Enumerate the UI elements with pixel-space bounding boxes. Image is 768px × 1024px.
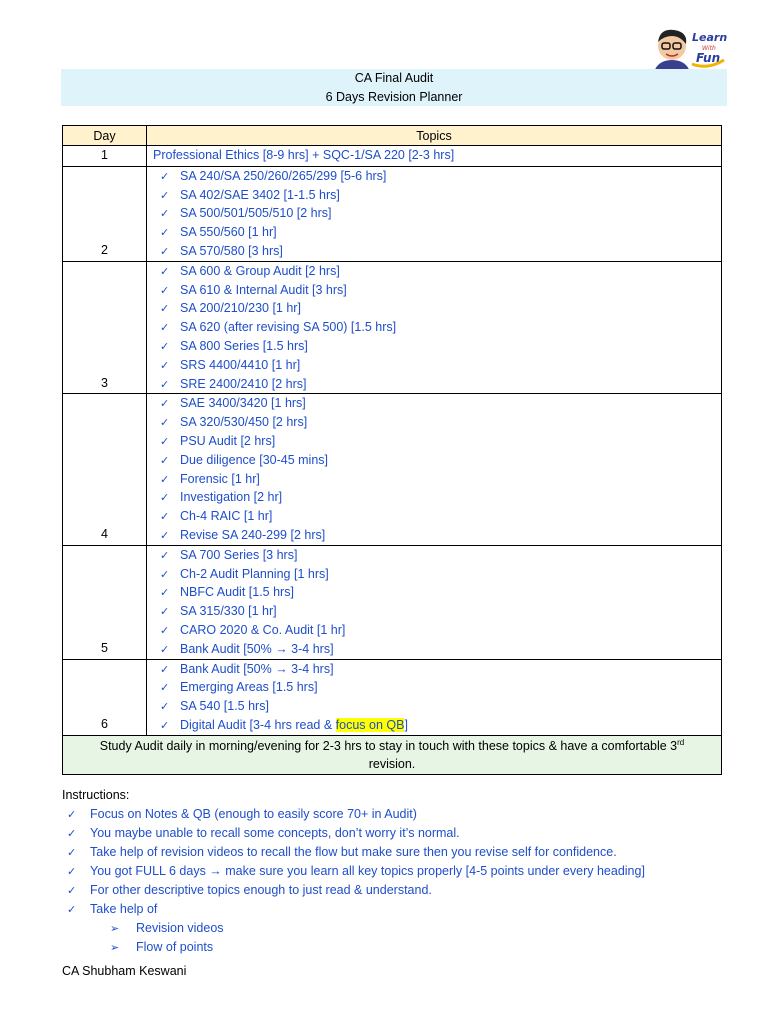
checkmark-icon: ✓ [160,549,170,562]
topic-item: ✓ SA 600 & Group Audit [2 hrs] [147,262,721,281]
instruction-item: ✓ Focus on Notes & QB (enough to easily score 70+ in Audit) [62,805,742,824]
instruction-item: ✓ You got FULL 6 days → make sure you learn all key topics properly [4-5 points under every heading] [62,862,742,881]
checkmark-icon: ✓ [160,303,170,316]
topic-item: ✓ SA 200/210/230 [1 hr] [147,299,721,318]
instruction-subitem: ➢ Flow of points [62,938,742,957]
topic-item: ✓ SA 500/501/505/510 [2 hrs] [147,204,721,223]
checkmark-icon: ✓ [160,606,170,619]
svg-text:Fun: Fun [696,51,721,65]
checkmark-icon: ✓ [67,828,77,840]
checkmark-icon: ✓ [160,284,170,297]
checkmark-icon: ✓ [160,454,170,467]
document-title: CA Final Audit [354,71,434,85]
topics-cell [147,166,722,261]
instructions-section [62,786,742,957]
table-header-row [63,126,722,146]
topic-item: ✓ SA 315/330 [1 hr] [147,602,721,621]
checkmark-icon: ✓ [160,245,170,258]
day-cell: 1 [63,146,147,167]
svg-text:With: With [702,45,716,52]
topic-item: ✓ Emerging Areas [1.5 hrs] [147,678,721,697]
table-row-day-6 [63,659,722,735]
topic-item: ✓ SA 570/580 [3 hrs] [147,242,721,261]
document-subtitle: 6 Days Revision Planner [325,89,463,104]
table-note-row [63,735,722,774]
checkmark-icon: ✓ [67,866,77,878]
day-cell: 4 [63,394,147,545]
checkmark-icon: ✓ [67,904,77,916]
checkmark-icon: ✓ [160,492,170,505]
checkmark-icon: ✓ [67,809,77,821]
topics-column-header: Topics [147,126,722,146]
topic-item: ✓ SA 700 Series [3 hrs] [147,546,721,565]
day-column-header: Day [63,126,147,146]
topic-item: ✓ CARO 2020 & Co. Audit [1 hr] [147,621,721,640]
topic-item: ✓ SA 800 Series [1.5 hrs] [147,337,721,356]
topics-cell [147,146,722,167]
checkmark-icon: ✓ [67,847,77,859]
checkmark-icon: ✓ [160,435,170,448]
checkmark-icon: ✓ [160,529,170,542]
checkmark-icon: ✓ [160,643,170,656]
topic-item: ✓ SA 620 (after revising SA 500) [1.5 hrs] [147,318,721,337]
checkmark-icon: ✓ [160,265,170,278]
topic-item: ✓ SRS 4400/4410 [1 hr] [147,356,721,375]
checkmark-icon: ✓ [160,189,170,202]
checkmark-icon: ✓ [160,359,170,372]
checkmark-icon: ✓ [160,624,170,637]
topic-item: ✓ Due diligence [30-45 mins] [147,451,721,470]
checkmark-icon: ✓ [160,663,170,676]
topic-item: ✓ Investigation [2 hr] [147,488,721,507]
topic-item: ✓ Digital Audit [3-4 hrs read & focus on QB] [147,716,721,735]
topic-item: ✓ Forensic [1 hr] [147,470,721,489]
topics-cell [147,394,722,545]
topic-item: ✓ Ch-4 RAIC [1 hr] [147,507,721,526]
topic-item: ✓ NBFC Audit [1.5 hrs] [147,583,721,602]
author-signature: CA Shubham Keswani [62,964,187,978]
highlighted-text: focus on QB [335,717,405,732]
topic-text: Professional Ethics [8-9 hrs] + SQC-1/SA 220 [2-3 hrs] [153,148,455,162]
day-cell: 6 [63,659,147,735]
checkmark-icon: ✓ [160,682,170,695]
revision-planner-table [62,125,722,775]
page-header [61,69,727,106]
instruction-item: ✓ For other descriptive topics enough to just read & understand. [62,881,742,900]
topic-item: ✓ Bank Audit [50% → 3-4 hrs] [147,640,721,659]
topic-item: ✓ Ch-2 Audit Planning [1 hrs] [147,565,721,584]
checkmark-icon: ✓ [160,417,170,430]
instruction-item: ✓ Take help of revision videos to recall the flow but make sure then you revise self for confidence. [62,843,742,862]
checkmark-icon: ✓ [160,587,170,600]
svg-text:Learn: Learn [692,31,728,44]
topics-cell [147,261,722,394]
topic-item: ✓ SAE 3400/3420 [1 hrs] [147,394,721,413]
checkmark-icon: ✓ [160,340,170,353]
day-cell: 3 [63,261,147,394]
topic-item: ✓ PSU Audit [2 hrs] [147,432,721,451]
topic-item: ✓ Revise SA 240-299 [2 hrs] [147,526,721,545]
topics-cell [147,659,722,735]
topics-cell [147,545,722,659]
instruction-item: ✓ You maybe unable to recall some concepts, don’t worry it’s normal. [62,824,742,843]
topic-item: ✓ SA 402/SAE 3402 [1-1.5 hrs] [147,186,721,205]
checkmark-icon: ✓ [160,398,170,411]
arrow-bullet-icon: ➢ [110,923,120,935]
checkmark-icon: ✓ [160,568,170,581]
table-row-day-5 [63,545,722,659]
table-row-day-2 [63,166,722,261]
checkmark-icon: ✓ [160,473,170,486]
topic-item: ✓ SRE 2400/2410 [2 hrs] [147,375,721,394]
checkmark-icon: ✓ [160,701,170,714]
checkmark-icon: ✓ [160,170,170,183]
checkmark-icon: ✓ [160,227,170,240]
arrow-bullet-icon: ➢ [110,942,120,954]
checkmark-icon: ✓ [160,511,170,524]
topic-item: ✓ Bank Audit [50% → 3-4 hrs] [147,660,721,679]
topic-item: ✓ SA 240/SA 250/260/265/299 [5-6 hrs] [147,167,721,186]
checkmark-icon: ✓ [160,719,170,732]
table-row-day-1 [63,146,722,167]
checkmark-icon: ✓ [160,322,170,335]
study-note: Study Audit daily in morning/evening for 2-3 hrs to stay in touch with these topics & have a comfortable 3rd revision. [63,735,722,774]
topic-item: ✓ SA 320/530/450 [2 hrs] [147,413,721,432]
topic-item: ✓ SA 540 [1.5 hrs] [147,697,721,716]
table-row-day-4 [63,394,722,545]
checkmark-icon: ✓ [160,378,170,391]
table-row-day-3 [63,261,722,394]
day-cell: 2 [63,166,147,261]
instruction-item: ✓ Take help of [62,900,742,919]
instruction-subitem: ➢ Revision videos [62,919,742,938]
topic-item: ✓ SA 550/560 [1 hr] [147,223,721,242]
checkmark-icon: ✓ [160,208,170,221]
topic-item: ✓ SA 610 & Internal Audit [3 hrs] [147,281,721,300]
learn-with-fun-logo [650,24,728,72]
day-cell: 5 [63,545,147,659]
checkmark-icon: ✓ [67,885,77,897]
instructions-title: Instructions: [62,788,130,802]
